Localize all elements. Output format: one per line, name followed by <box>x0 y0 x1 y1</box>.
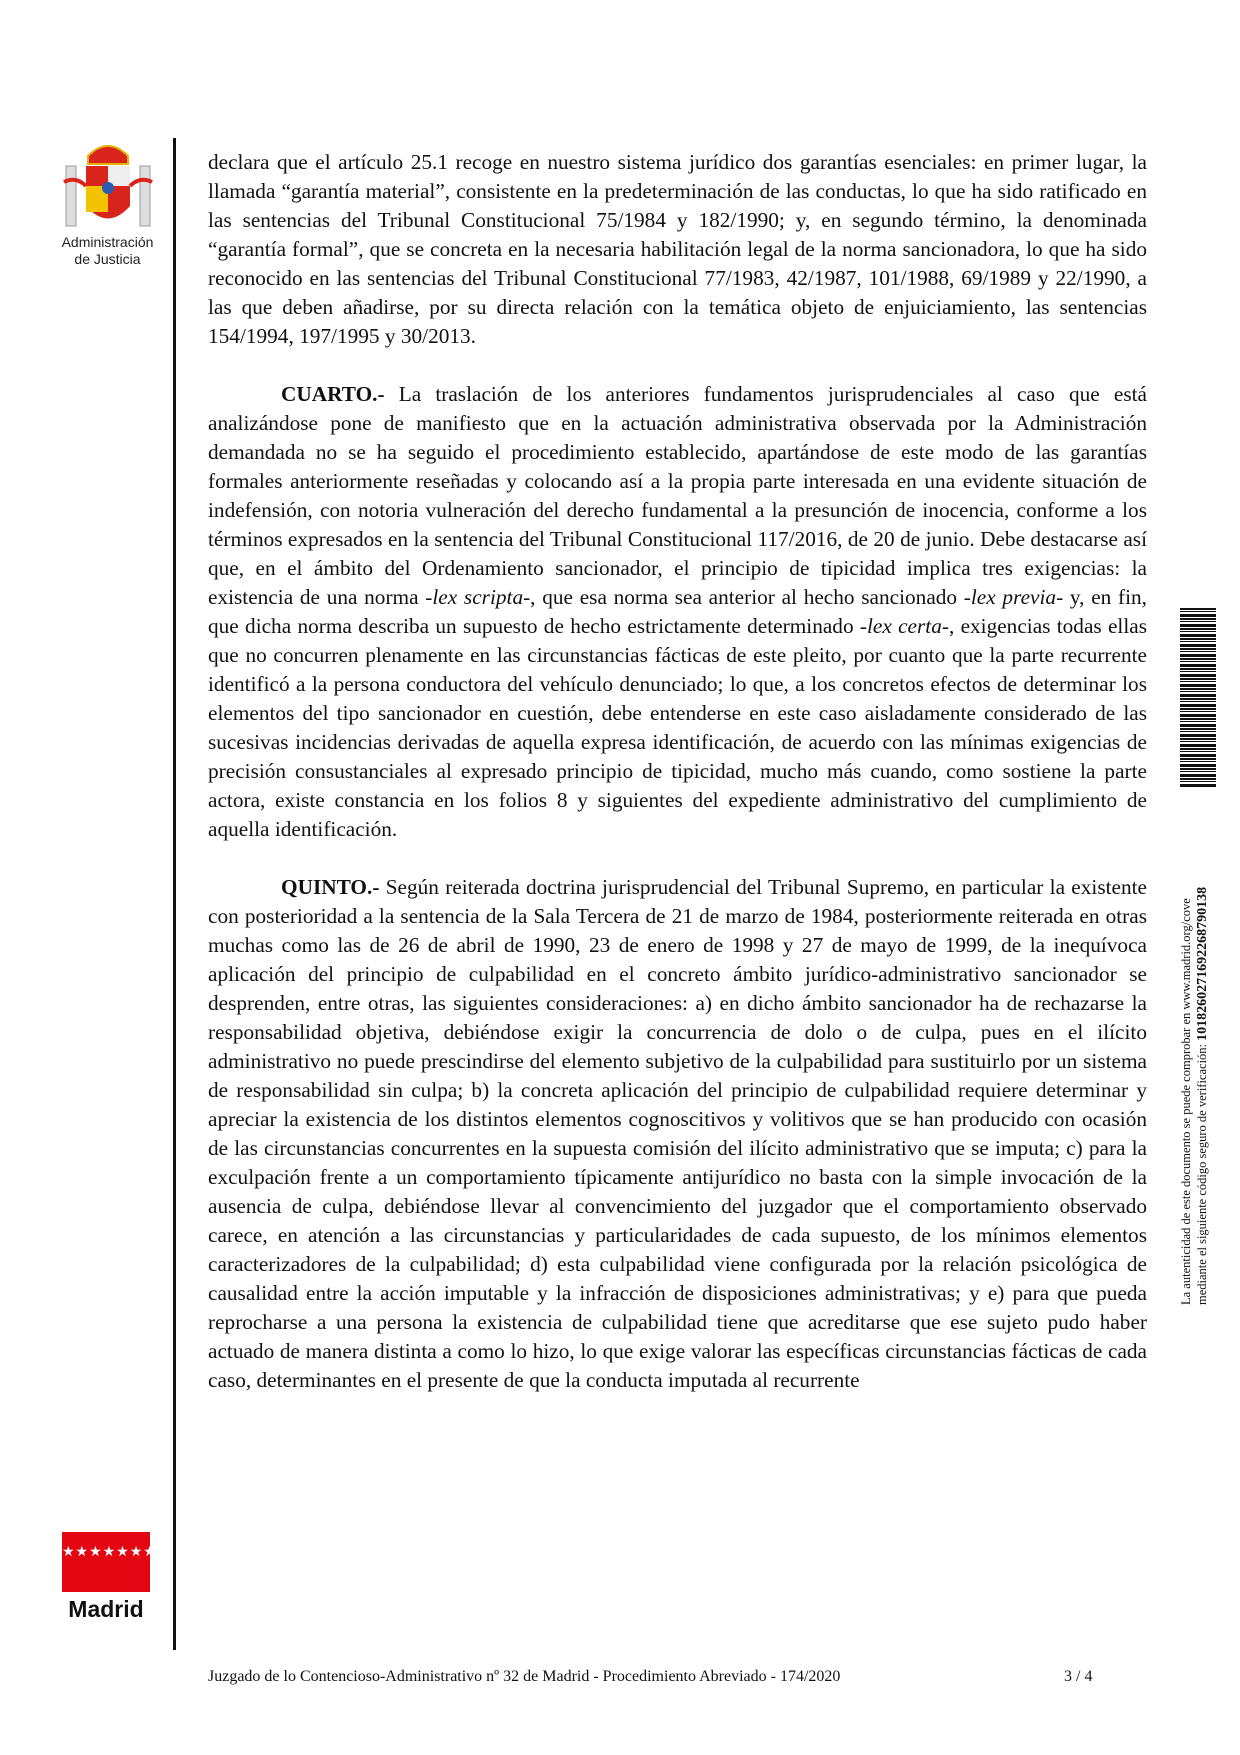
text: Según reiterada doctrina jurisprudencial del Tribunal Supremo, en particular la existente con posterioridad a la sentencia de la Sala Tercera de 21 de marzo de 1984, posteriormente reiterada en otras muchas como las de 26 de abril de 1990, 23 de enero de 1998 y 27 de mayo de 1999, de la inequívoca aplicación del principio de culpabilidad en el concreto ámbito jurídico-administrativo sancionador se desprenden, entre otras, las siguientes consideraciones: a) en dicho ámbito sancionador ha de rechazarse la responsabilidad objetiva, debiéndose exigir la concurrencia de dolo o de culpa, pues en el ilícito administrativo no puede prescindirse del elemento subjetivo de la culpabilidad para sustituirlo por un sistema de responsabilidad sin culpa; b) la concreta aplicación del principio de culpabilidad requiere determinar y apreciar la existencia de los distintos elementos cognoscitivos y volitivos que se han producido con ocasión de las circunstancias concurrentes en la supuesta comisión del ilícito administrativo que se imputa; c) para la exculpación frente a un comportamiento típicamente antijurídico no basta con la simple invocación de la ausencia de culpa, debiéndose llevar al convencimiento del juzgador que el comportamiento observado carece, en atención a las circunstancias y particularidades de cada supuesto, de los mínimos elementos caracterizadores de la culpabilidad; d) esta culpabilidad viene configurada por la relación psicológica de causalidad entre la acción imputable y la infracción de disposiciones administrativas; y e) para que pueda reprocharse a una persona la existencia de culpabilidad tiene que acreditarse que ese sujeto pudo haber actuado de manera distinta a como lo hizo, lo que exige valorar las específicas circunstancias fácticas de cada caso, determinantes en el presente de que la conducta imputada al recurrente <box>208 875 1147 1392</box>
page-number: 3 / 4 <box>1064 1668 1093 1685</box>
stars-icon: ★★★★★★★ <box>62 1545 157 1560</box>
madrid-logo-label: Madrid <box>68 1596 144 1622</box>
coat-of-arms-logo <box>62 136 154 236</box>
verification-line1: La autenticidad de este documento se puede comprobar en www.madrid.org/cove <box>1179 898 1193 1305</box>
madrid-flag-logo <box>62 1532 157 1592</box>
text: - y, en fin, que dicha norma describa un supuesto de hecho estrictamente determinado - <box>208 585 1147 638</box>
text: -, exigencias todas ellas que no concurren plenamente en las circunstancias fácticas de este pleito, por cuanto que la parte recurrente identificó a la persona conductora del vehículo denunciado; lo que, a los concretos efectos de determinar los elementos del tipo sancionador en cuestión, debe entenderse en este caso aisladamente considerado de las sucesivas incidencias derivadas de aquella expresa identificación, de acuerdo con las mínimas exigencias de precisión consustanciales al expresado principio de tipicidad, mucho más cuando, como sostiene la parte actora, existe constancia en los folios 8 y siguientes del expediente administrativo del cumplimiento de aquella identificación. <box>208 614 1148 841</box>
heading-cuarto: CUARTO.- <box>281 382 385 406</box>
heading-quinto: QUINTO.- <box>281 875 380 899</box>
logo-text-line1: Administración <box>61 234 154 250</box>
document-body <box>208 148 1147 1424</box>
verification-code: 1018260271692268790138 <box>1195 886 1210 1041</box>
margin-divider <box>173 138 176 1650</box>
verification-note <box>1178 605 1211 1305</box>
paragraph-continued: declara que el artículo 25.1 recoge en nuestro sistema jurídico dos garantías esenciales: en primer lugar, la llamada “garantía material”, consistente en la predeterminación de las conductas, lo que ha sido ratificado en las sentencias del Tribunal Constitucional 75/1984 y 182/1990; y, en segundo término, la denominada “garantía formal”, que se concreta en la necesaria habilitación legal de la norma sancionadora, lo que ha sido reconocido en las sentencias del Tribunal Constitucional 77/1983, 42/1987, 101/1988, 69/1989 y 22/1990, a las que deben añadirse, por su directa relación con la temática objeto de enjuiciamiento, las sentencias 154/1994, 197/1995 y 30/2013. <box>208 150 1147 348</box>
paragraph-cuarto <box>208 380 1147 844</box>
paragraph-quinto <box>208 873 1147 1395</box>
italic-term: lex scripta <box>432 585 524 609</box>
italic-term: lex certa <box>866 614 942 638</box>
footer-court: Juzgado de lo Contencioso-Administrativo nº 32 de Madrid - Procedimiento Abreviado - 174/2020 <box>208 1668 841 1685</box>
text: La traslación de los anteriores fundamentos jurisprudenciales al caso que está analizándose pone de manifiesto que en la actuación administrativa observada por la Administración demandada no se ha seguido el procedimiento establecido, apartándose de este modo de las garantías formales anteriormente reseñadas y colocando así a la propia parte interesada en una evidente situación de indefensión, con notoria vulneración del derecho fundamental a la presunción de inocencia, conforme a los términos expresados en la sentencia del Tribunal Constitucional 117/2016, de 20 de junio. Debe destacarse así que, en el ámbito del Ordenamiento sancionador, el principio de tipicidad implica tres exigencias: la existencia de una norma - <box>208 382 1147 609</box>
logo-text-line2: de Justicia <box>74 251 141 267</box>
italic-term: lex previa <box>970 585 1057 609</box>
text: -, que esa norma sea anterior al hecho sancionado - <box>523 585 971 609</box>
verification-line2: mediante el siguiente código seguro de verificación: <box>1195 1040 1209 1305</box>
administracion-justicia-label <box>50 234 165 268</box>
